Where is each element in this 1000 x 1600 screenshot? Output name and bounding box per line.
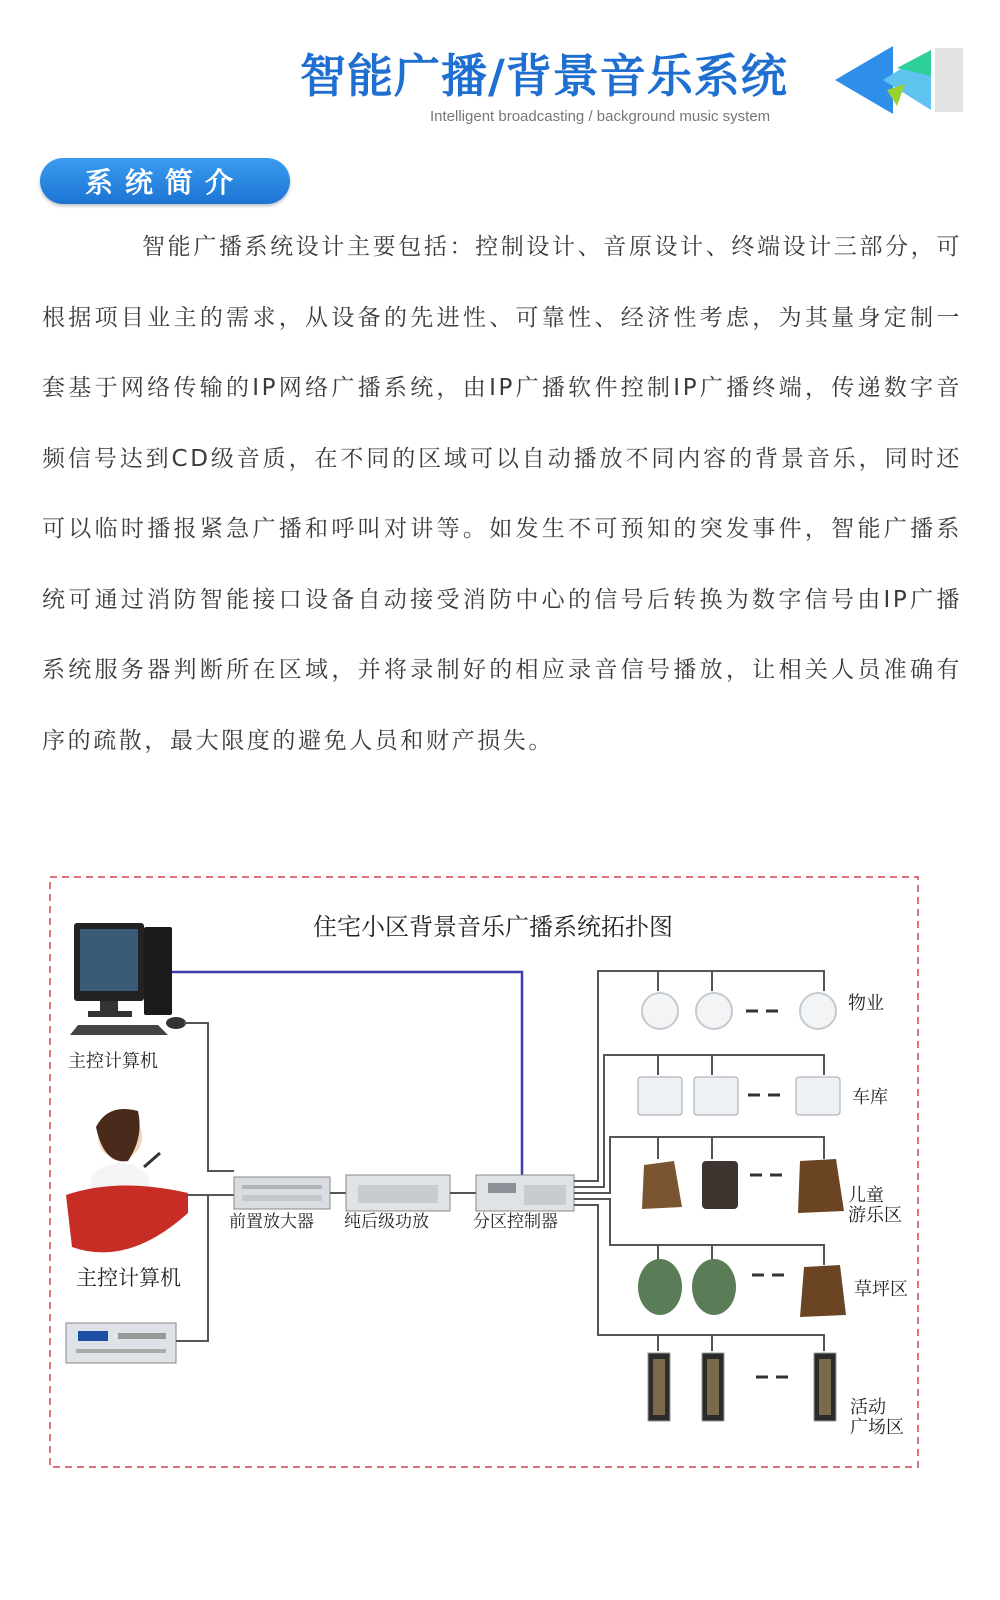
operator-label: 主控计算机 [76, 1266, 181, 1290]
zone-label-playground-2: 游乐区 [848, 1205, 902, 1226]
topology-diagram [48, 875, 948, 1515]
computer-icon [70, 923, 186, 1035]
page-title: 智能广播/背景音乐系统 [300, 49, 788, 103]
amplifier-label: 纯后级功放 [344, 1212, 429, 1232]
ceiling-speaker-icon [642, 993, 836, 1029]
preamp-label: 前置放大器 [229, 1212, 314, 1232]
wire-computer [184, 1023, 234, 1171]
zone-label-garage: 车库 [852, 1087, 888, 1108]
zone-label-lawn: 草坪区 [854, 1279, 908, 1300]
preamp-device-icon [234, 1177, 330, 1209]
operator-icon [66, 1109, 188, 1252]
column-speaker-icon [648, 1353, 836, 1421]
arrow-logo-icon [835, 40, 965, 120]
zone-label-playground-1: 儿童 [848, 1185, 884, 1206]
source-device-icon [66, 1323, 176, 1363]
rock-speaker-icon [638, 1259, 846, 1317]
computer-label: 主控计算机 [68, 1051, 158, 1072]
amplifier-device-icon [346, 1175, 450, 1211]
page-subtitle: Intelligent broadcasting / background music system [430, 108, 771, 125]
intro-paragraph: 智能广播系统设计主要包括：控制设计、音原设计、终端设计三部分，可根据项目业主的需求，从设备的先进性、可靠性、经济性考虑，为其量身定制一套基于网络传输的IP网络广播系统，由IP广播软件控制IP广播终端，传递数字音频信号达到CD级音质，在不同的区域可以自动播放不同内容的背景音乐，同时还可以临时播报紧急广播和呼叫对讲等。如发生不可预知的突发事件，智能广播系统可通过消防智能接口设备自动接受消防中心的信号后转换为数字信号由IP广播系统服务器判断所在区域，并将录制好的相应录音信号播放，让相关人员准确有序的疏散，最大限度的避免人员和财产损失。 [42, 234, 962, 754]
diagram-title: 住宅小区背景音乐广播系统拓扑图 [313, 913, 673, 941]
section-heading: 系统简介 [40, 158, 290, 204]
zone-label-plaza-1: 活动 [850, 1397, 886, 1418]
zone-controller-label: 分区控制器 [473, 1212, 558, 1232]
zone-label-property: 物业 [848, 993, 884, 1014]
zone-controller-device-icon [476, 1175, 574, 1211]
zone-label-plaza-2: 广场区 [850, 1417, 904, 1438]
stump-speaker-icon [642, 1159, 844, 1213]
network-line [172, 972, 522, 1181]
wall-speaker-icon [638, 1077, 840, 1115]
